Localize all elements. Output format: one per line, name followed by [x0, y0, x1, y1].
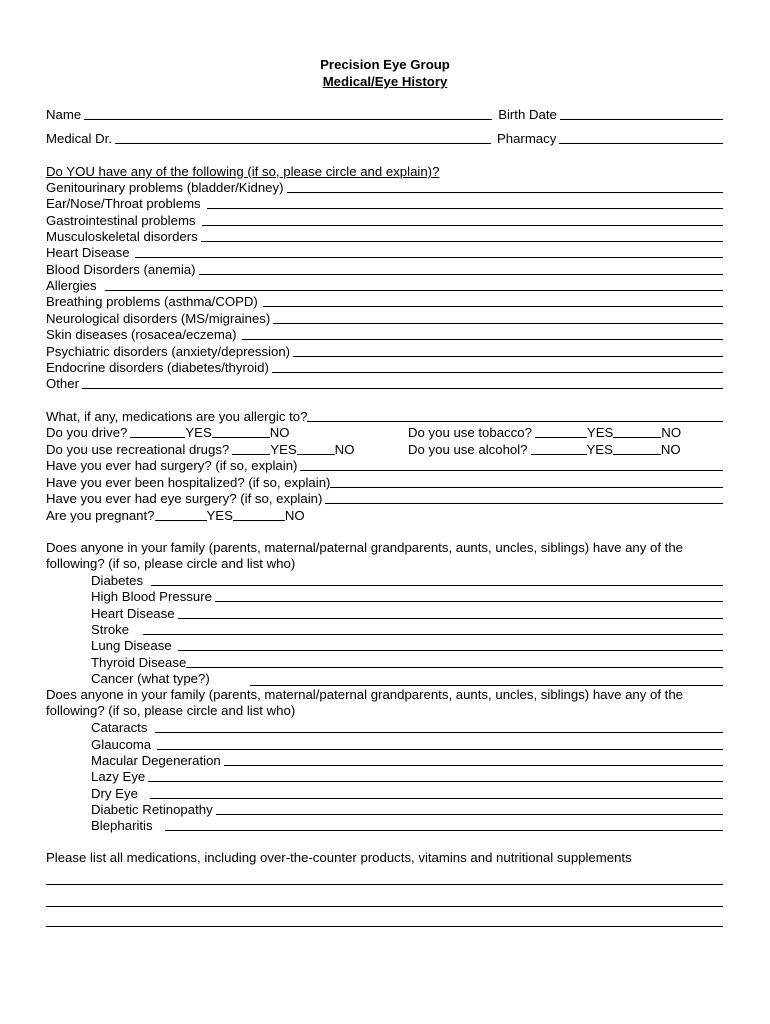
condition-row [46, 228, 723, 244]
family-eye-line [250, 685, 723, 686]
hospitalized-label: Have you ever been hospitalized? (if so, explain) [46, 475, 331, 491]
condition-label: Ear/Nose/Throat problems [46, 196, 201, 212]
family-eye-row [91, 719, 723, 735]
tobacco-row [408, 424, 681, 440]
condition-field[interactable] [82, 377, 723, 389]
drive-yes-blank[interactable] [130, 426, 185, 438]
drugs-row [46, 441, 354, 457]
drive-label: Do you drive? [46, 425, 128, 441]
condition-field[interactable] [201, 230, 723, 242]
pharmacy-label: Pharmacy [496, 131, 557, 147]
condition-field[interactable] [135, 246, 723, 258]
family-eye-row [91, 768, 723, 784]
family-eye-field[interactable] [165, 819, 723, 831]
medical-dr-field[interactable] [115, 132, 491, 144]
family-eye-field[interactable] [224, 754, 723, 766]
family-condition-field[interactable] [186, 656, 723, 668]
family-condition-label: Cancer (what type?) [91, 671, 210, 687]
family-condition-label: Thyroid Disease [91, 655, 187, 671]
condition-field[interactable] [263, 295, 723, 307]
condition-field[interactable] [287, 181, 724, 193]
eye-surgery-field[interactable] [325, 492, 723, 504]
condition-label: Genitourinary problems (bladder/Kidney) [46, 180, 284, 196]
tobacco-label: Do you use tobacco? [408, 425, 532, 441]
family-eye-label: Diabetic Retinopathy [91, 802, 213, 818]
eye-surgery-row [46, 490, 723, 506]
condition-row [46, 359, 723, 375]
family-eye-row [91, 785, 723, 801]
med-allergy-field[interactable] [307, 410, 723, 422]
condition-label: Skin diseases (rosacea/eczema) [46, 327, 237, 343]
tobacco-yes-blank[interactable] [535, 426, 587, 438]
hospitalized-row [46, 474, 723, 490]
family-eye-field[interactable] [157, 738, 723, 750]
alcohol-no[interactable]: NO [660, 442, 681, 458]
family-condition-row [91, 588, 723, 604]
family-eye-row [91, 752, 723, 768]
family-condition-row [91, 654, 723, 670]
condition-row [46, 261, 723, 277]
alcohol-row [408, 441, 681, 457]
condition-row [46, 343, 723, 359]
condition-label: Endocrine disorders (diabetes/thyroid) [46, 360, 269, 376]
alcohol-no-blank[interactable] [613, 443, 661, 455]
alcohol-yes[interactable]: YES [586, 442, 613, 458]
pregnant-yes-blank[interactable] [155, 509, 207, 521]
condition-row [46, 326, 723, 342]
drugs-no[interactable]: NO [334, 442, 355, 458]
family-eye-label: Dry Eye [91, 786, 138, 802]
doctor-row [46, 130, 723, 146]
family-condition-field[interactable] [178, 607, 723, 619]
condition-label: Allergies [46, 278, 97, 294]
family-condition-label: High Blood Pressure [91, 589, 212, 605]
family-condition-field[interactable] [151, 574, 723, 586]
condition-field[interactable] [272, 361, 723, 373]
condition-field[interactable] [273, 312, 723, 324]
family-condition-row [91, 621, 723, 637]
family-eye-row [91, 817, 723, 833]
family-condition-label: Lung Disease [91, 638, 172, 654]
condition-field[interactable] [105, 279, 723, 291]
pregnant-label: Are you pregnant? [46, 508, 155, 524]
family-eye-question: Does anyone in your family (parents, maternal/paternal grandparents, aunts, uncles, siblings) have any of the following? (if so, please circle and list who) [46, 687, 684, 719]
medications-line-1[interactable] [46, 884, 723, 885]
birth-date-label: Birth Date [498, 107, 557, 123]
drugs-yes-blank[interactable] [232, 443, 270, 455]
condition-row [46, 212, 723, 228]
condition-row [46, 179, 723, 195]
medications-line-3[interactable] [46, 926, 723, 927]
family-condition-label: Heart Disease [91, 606, 175, 622]
medications-line-2[interactable] [46, 906, 723, 907]
condition-label: Blood Disorders (anemia) [46, 262, 196, 278]
condition-row [46, 375, 723, 391]
family-eye-label: Macular Degeneration [91, 753, 221, 769]
eye-surgery-label: Have you ever had eye surgery? (if so, explain) [46, 491, 323, 507]
surgery-row [46, 457, 723, 473]
med-allergy-label: What, if any, medications are you allergic to? [46, 409, 308, 425]
medical-dr-label: Medical Dr. [46, 131, 112, 147]
condition-row [46, 244, 723, 260]
family-eye-row [91, 736, 723, 752]
drugs-no-blank[interactable] [297, 443, 335, 455]
condition-label: Other [46, 376, 79, 392]
pharmacy-field[interactable] [559, 132, 723, 144]
condition-field[interactable] [199, 263, 723, 275]
surgery-field[interactable] [300, 459, 723, 471]
family-condition-field[interactable] [178, 639, 723, 651]
family-condition-field[interactable] [143, 623, 723, 635]
hospitalized-field[interactable] [330, 476, 723, 488]
family-eye-label: Glaucoma [91, 737, 152, 753]
tobacco-no-blank[interactable] [613, 426, 661, 438]
surgery-label: Have you ever had surgery? (if so, explain) [46, 458, 298, 474]
pregnant-row [46, 507, 305, 523]
pregnant-no-blank[interactable] [233, 509, 285, 521]
pregnant-yes[interactable]: YES [206, 508, 233, 524]
conditions-question: Do YOU have any of the following (if so, please circle and explain)? [46, 164, 440, 179]
drive-row [46, 424, 290, 440]
pregnant-no[interactable]: NO [284, 508, 305, 524]
family-eye-row [91, 801, 723, 817]
family-eye-field[interactable] [216, 803, 723, 815]
family-condition-label: Stroke [91, 622, 130, 638]
family-eye-field[interactable] [155, 721, 723, 733]
condition-field[interactable] [207, 197, 723, 209]
family-eye-label: Blepharitis [91, 818, 153, 834]
name-label: Name [46, 107, 82, 123]
birth-date-field[interactable] [560, 108, 723, 120]
drugs-yes[interactable]: YES [270, 442, 297, 458]
condition-label: Musculoskeletal disorders [46, 229, 198, 245]
family-condition-field[interactable] [215, 590, 723, 602]
name-field[interactable] [84, 108, 492, 120]
condition-field[interactable] [242, 328, 723, 340]
alcohol-label: Do you use alcohol? [408, 442, 528, 458]
condition-row [46, 195, 723, 211]
drive-yes[interactable]: YES [185, 425, 212, 441]
condition-row [46, 310, 723, 326]
family-condition-row [91, 572, 723, 588]
drive-no[interactable]: NO [269, 425, 290, 441]
family-eye-field[interactable] [148, 770, 723, 782]
family-condition-label: Diabetes [91, 573, 144, 589]
family-eye-field[interactable] [150, 787, 723, 799]
drive-no-blank[interactable] [212, 426, 270, 438]
med-allergy-row [46, 408, 723, 424]
drugs-label: Do you use recreational drugs? [46, 442, 230, 458]
condition-field[interactable] [202, 214, 723, 226]
condition-label: Psychiatric disorders (anxiety/depression) [46, 344, 291, 360]
tobacco-no[interactable]: NO [661, 425, 682, 441]
family-medical-question: Does anyone in your family (parents, maternal/paternal grandparents, aunts, uncles, siblings) have any of the following? (if so, please circle and list who) [46, 540, 684, 572]
condition-row [46, 277, 723, 293]
condition-row [46, 293, 723, 309]
condition-label: Gastrointestinal problems [46, 213, 196, 229]
condition-label: Breathing problems (asthma/COPD) [46, 294, 258, 310]
tobacco-yes[interactable]: YES [586, 425, 614, 441]
family-condition-row [91, 637, 723, 653]
medications-prompt: Please list all medications, including over-the-counter products, vitamins and nutritional supplements [46, 850, 632, 865]
family-eye-label: Cataracts [91, 720, 148, 736]
condition-field[interactable] [293, 345, 723, 357]
form-subtitle: Medical/Eye History [322, 74, 448, 89]
condition-label: Neurological disorders (MS/migraines) [46, 311, 271, 327]
family-condition-row [91, 670, 723, 686]
form-title: Precision Eye Group [320, 57, 450, 72]
family-eye-label: Lazy Eye [91, 769, 146, 785]
name-row [46, 106, 723, 122]
condition-label: Heart Disease [46, 245, 130, 261]
alcohol-yes-blank[interactable] [531, 443, 587, 455]
family-condition-row [91, 605, 723, 621]
